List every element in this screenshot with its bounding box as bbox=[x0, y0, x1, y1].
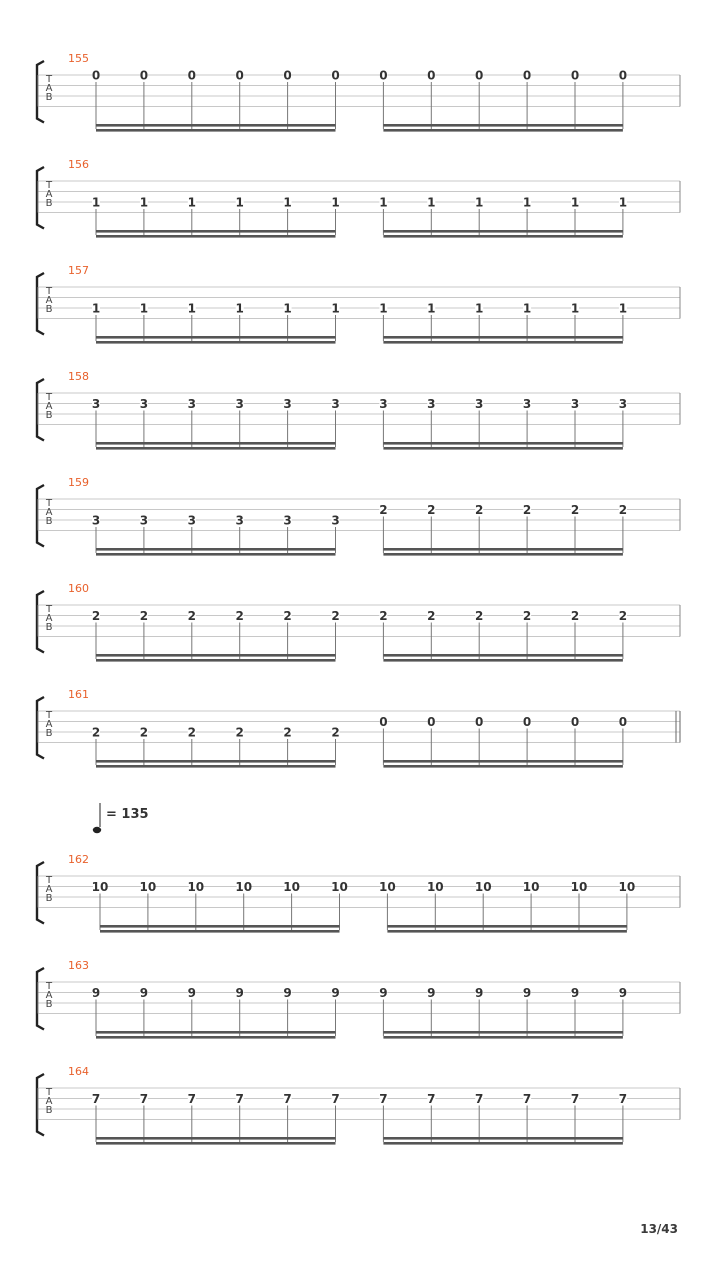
beam bbox=[96, 235, 336, 238]
tab-clef-letter: A bbox=[45, 1096, 53, 1107]
tab-clef-letter: A bbox=[45, 507, 53, 518]
beam bbox=[96, 765, 336, 768]
fret-number: 1 bbox=[522, 195, 532, 210]
fret-number: 10 bbox=[283, 880, 300, 894]
fret-number: 0 bbox=[283, 68, 292, 83]
fret-number: 2 bbox=[91, 725, 101, 740]
fret-number: 1 bbox=[427, 301, 436, 316]
fret-number: 9 bbox=[139, 986, 149, 1000]
beam bbox=[96, 124, 336, 127]
fret-number: 7 bbox=[331, 1092, 340, 1106]
fret-number: 1 bbox=[331, 301, 340, 316]
fret-number: 0 bbox=[618, 68, 628, 83]
fret-number: 9 bbox=[235, 986, 244, 1000]
fret-number: 2 bbox=[235, 725, 244, 740]
fret-number: 2 bbox=[235, 609, 244, 623]
tab-clef-letter: B bbox=[45, 410, 53, 421]
beam bbox=[383, 447, 623, 450]
fret-number: 10 bbox=[331, 880, 348, 894]
fret-number: 7 bbox=[283, 1092, 292, 1106]
fret-number: 3 bbox=[139, 397, 149, 411]
fret-number: 1 bbox=[570, 195, 580, 210]
fret-number: 0 bbox=[187, 68, 196, 83]
fret-number: 3 bbox=[91, 513, 101, 528]
fret-number: 3 bbox=[187, 397, 196, 411]
measure-number: 161 bbox=[68, 688, 89, 701]
fret-number: 1 bbox=[283, 195, 292, 210]
beam bbox=[96, 230, 336, 233]
fret-number: 1 bbox=[331, 195, 340, 210]
fret-number: 2 bbox=[139, 725, 149, 740]
beam bbox=[383, 1036, 623, 1039]
fret-number: 7 bbox=[187, 1092, 196, 1106]
fret-number: 10 bbox=[570, 880, 588, 894]
beam bbox=[383, 548, 623, 551]
fret-number: 9 bbox=[427, 986, 436, 1000]
fret-number: 9 bbox=[570, 986, 580, 1000]
fret-number: 3 bbox=[283, 397, 292, 411]
tab-clef-letter: A bbox=[45, 189, 53, 200]
beam bbox=[96, 548, 336, 551]
tab-clef-letter: A bbox=[45, 613, 53, 624]
tab-clef-letter: T bbox=[45, 392, 53, 403]
fret-number: 0 bbox=[427, 715, 436, 729]
measure-number: 155 bbox=[68, 52, 89, 65]
fret-number: 9 bbox=[331, 986, 340, 1000]
fret-number: 3 bbox=[331, 513, 340, 528]
fret-number: 2 bbox=[331, 609, 340, 623]
fret-number: 0 bbox=[522, 68, 532, 83]
fret-number: 2 bbox=[283, 609, 292, 623]
beam bbox=[96, 1137, 336, 1140]
fret-number: 1 bbox=[187, 195, 196, 210]
fret-number: 2 bbox=[379, 609, 388, 623]
fret-number: 2 bbox=[618, 503, 628, 517]
beam bbox=[96, 1036, 336, 1039]
fret-number: 10 bbox=[426, 880, 444, 894]
fret-number: 2 bbox=[187, 609, 196, 623]
tab-clef-letter: T bbox=[45, 180, 53, 191]
tab-clef-letter: A bbox=[45, 401, 53, 412]
beam bbox=[96, 1142, 336, 1145]
fret-number: 7 bbox=[379, 1092, 388, 1106]
beam bbox=[383, 442, 623, 445]
fret-number: 3 bbox=[427, 397, 436, 411]
fret-number: 2 bbox=[570, 503, 580, 517]
beam bbox=[383, 336, 623, 339]
fret-number: 1 bbox=[618, 301, 628, 316]
fret-number: 1 bbox=[235, 195, 244, 210]
fret-number: 3 bbox=[379, 397, 388, 411]
tab-clef-letter: B bbox=[45, 1105, 53, 1116]
fret-number: 3 bbox=[235, 397, 244, 411]
fret-number: 0 bbox=[235, 68, 244, 83]
beam bbox=[383, 1031, 623, 1034]
fret-number: 10 bbox=[139, 880, 157, 894]
fret-number: 1 bbox=[522, 301, 532, 316]
tab-clef-letter: B bbox=[45, 999, 53, 1010]
fret-number: 10 bbox=[91, 880, 109, 894]
fret-number: 1 bbox=[283, 301, 292, 316]
beam bbox=[96, 659, 336, 662]
tab-clef-letter: B bbox=[45, 198, 53, 209]
measure-number: 160 bbox=[68, 582, 89, 595]
fret-number: 2 bbox=[475, 503, 484, 517]
fret-number: 10 bbox=[235, 880, 253, 894]
fret-number: 10 bbox=[522, 880, 540, 894]
fret-number: 1 bbox=[427, 195, 436, 210]
fret-number: 2 bbox=[427, 503, 436, 517]
beam bbox=[96, 341, 336, 344]
tab-clef-letter: B bbox=[45, 92, 53, 103]
fret-number: 2 bbox=[475, 609, 484, 623]
tab-clef-letter: B bbox=[45, 622, 53, 633]
quarter-note-icon bbox=[93, 827, 101, 833]
beam bbox=[96, 1031, 336, 1034]
fret-number: 1 bbox=[379, 195, 388, 210]
fret-number: 10 bbox=[618, 880, 636, 894]
fret-number: 0 bbox=[570, 715, 580, 729]
fret-number: 2 bbox=[427, 609, 436, 623]
beam bbox=[383, 129, 623, 132]
fret-number: 9 bbox=[283, 986, 292, 1000]
fret-number: 7 bbox=[139, 1092, 149, 1106]
fret-number: 2 bbox=[139, 609, 149, 623]
fret-number: 7 bbox=[91, 1092, 101, 1106]
fret-number: 2 bbox=[570, 609, 580, 623]
fret-number: 7 bbox=[235, 1092, 244, 1106]
beam bbox=[383, 1137, 623, 1140]
fret-number: 7 bbox=[475, 1092, 484, 1106]
tab-clef-letter: T bbox=[45, 875, 53, 886]
fret-number: 3 bbox=[283, 513, 292, 528]
measure-number: 164 bbox=[68, 1065, 89, 1078]
beam bbox=[383, 235, 623, 238]
beam bbox=[96, 336, 336, 339]
fret-number: 1 bbox=[379, 301, 388, 316]
tab-clef-letter: T bbox=[45, 286, 53, 297]
fret-number: 1 bbox=[475, 301, 484, 316]
tab-clef-letter: T bbox=[45, 710, 53, 721]
beam bbox=[383, 654, 623, 657]
fret-number: 1 bbox=[570, 301, 580, 316]
measure-number: 158 bbox=[68, 370, 89, 383]
tab-clef-letter: T bbox=[45, 1087, 53, 1098]
fret-number: 0 bbox=[139, 68, 149, 83]
tab-clef-letter: A bbox=[45, 295, 53, 306]
fret-number: 0 bbox=[91, 68, 101, 83]
fret-number: 0 bbox=[618, 715, 628, 729]
fret-number: 9 bbox=[522, 986, 532, 1000]
beam bbox=[96, 447, 336, 450]
fret-number: 0 bbox=[475, 715, 484, 729]
fret-number: 2 bbox=[522, 609, 532, 623]
tab-clef-letter: B bbox=[45, 728, 53, 739]
fret-number: 7 bbox=[427, 1092, 436, 1106]
tab-clef-letter: A bbox=[45, 719, 53, 730]
beam bbox=[383, 659, 623, 662]
fret-number: 2 bbox=[331, 725, 340, 740]
beam bbox=[100, 930, 340, 933]
fret-number: 10 bbox=[474, 880, 492, 894]
beam bbox=[387, 930, 627, 933]
tempo-marking: = 135 bbox=[106, 807, 149, 822]
fret-number: 0 bbox=[570, 68, 580, 83]
fret-number: 1 bbox=[618, 195, 628, 210]
fret-number: 2 bbox=[522, 503, 532, 517]
tab-clef-letter: T bbox=[45, 604, 53, 615]
beam bbox=[96, 760, 336, 763]
fret-number: 3 bbox=[235, 513, 244, 528]
beam bbox=[96, 129, 336, 132]
fret-number: 3 bbox=[618, 397, 628, 411]
fret-number: 1 bbox=[475, 195, 484, 210]
measure-number: 156 bbox=[68, 158, 89, 171]
fret-number: 2 bbox=[379, 503, 388, 517]
fret-number: 3 bbox=[91, 397, 101, 411]
fret-number: 1 bbox=[187, 301, 196, 316]
fret-number: 0 bbox=[475, 68, 484, 83]
fret-number: 3 bbox=[570, 397, 580, 411]
fret-number: 3 bbox=[475, 397, 484, 411]
measure-number: 163 bbox=[68, 959, 89, 972]
fret-number: 1 bbox=[91, 301, 101, 316]
beam bbox=[383, 124, 623, 127]
fret-number: 9 bbox=[618, 986, 628, 1000]
fret-number: 3 bbox=[139, 513, 149, 528]
measure-number: 159 bbox=[68, 476, 89, 489]
beam bbox=[383, 341, 623, 344]
beam bbox=[96, 654, 336, 657]
beam bbox=[383, 230, 623, 233]
measure-number: 157 bbox=[68, 264, 89, 277]
fret-number: 3 bbox=[331, 397, 340, 411]
fret-number: 9 bbox=[91, 986, 101, 1000]
beam bbox=[383, 1142, 623, 1145]
fret-number: 2 bbox=[91, 609, 101, 623]
fret-number: 2 bbox=[618, 609, 628, 623]
fret-number: 2 bbox=[187, 725, 196, 740]
tab-clef-letter: T bbox=[45, 498, 53, 509]
fret-number: 0 bbox=[379, 715, 388, 729]
fret-number: 1 bbox=[139, 195, 149, 210]
fret-number: 3 bbox=[522, 397, 532, 411]
tab-clef-letter: T bbox=[45, 74, 53, 85]
beam bbox=[383, 765, 623, 768]
fret-number: 7 bbox=[618, 1092, 628, 1106]
fret-number: 10 bbox=[187, 880, 205, 894]
fret-number: 9 bbox=[475, 986, 484, 1000]
fret-number: 0 bbox=[331, 68, 340, 83]
fret-number: 2 bbox=[283, 725, 292, 740]
fret-number: 0 bbox=[379, 68, 388, 83]
fret-number: 3 bbox=[187, 513, 196, 528]
beam bbox=[96, 553, 336, 556]
fret-number: 7 bbox=[570, 1092, 580, 1106]
fret-number: 0 bbox=[522, 715, 532, 729]
fret-number: 0 bbox=[427, 68, 436, 83]
fret-number: 1 bbox=[91, 195, 101, 210]
tab-clef-letter: A bbox=[45, 83, 53, 94]
tab-clef-letter: B bbox=[45, 516, 53, 527]
tab-clef-letter: A bbox=[45, 884, 53, 895]
fret-number: 1 bbox=[235, 301, 244, 316]
beam bbox=[387, 925, 627, 928]
tab-clef-letter: B bbox=[45, 304, 53, 315]
tab-clef-letter: A bbox=[45, 990, 53, 1001]
tab-clef-letter: T bbox=[45, 981, 53, 992]
fret-number: 1 bbox=[139, 301, 149, 316]
tab-clef-letter: B bbox=[45, 893, 53, 904]
beam bbox=[96, 442, 336, 445]
fret-number: 10 bbox=[379, 880, 396, 894]
beam bbox=[100, 925, 340, 928]
fret-number: 7 bbox=[522, 1092, 532, 1106]
beam bbox=[383, 760, 623, 763]
measure-number: 162 bbox=[68, 853, 89, 866]
page-number: 13/43 bbox=[640, 1222, 678, 1236]
beam bbox=[383, 553, 623, 556]
fret-number: 9 bbox=[379, 986, 388, 1000]
fret-number: 9 bbox=[187, 986, 196, 1000]
